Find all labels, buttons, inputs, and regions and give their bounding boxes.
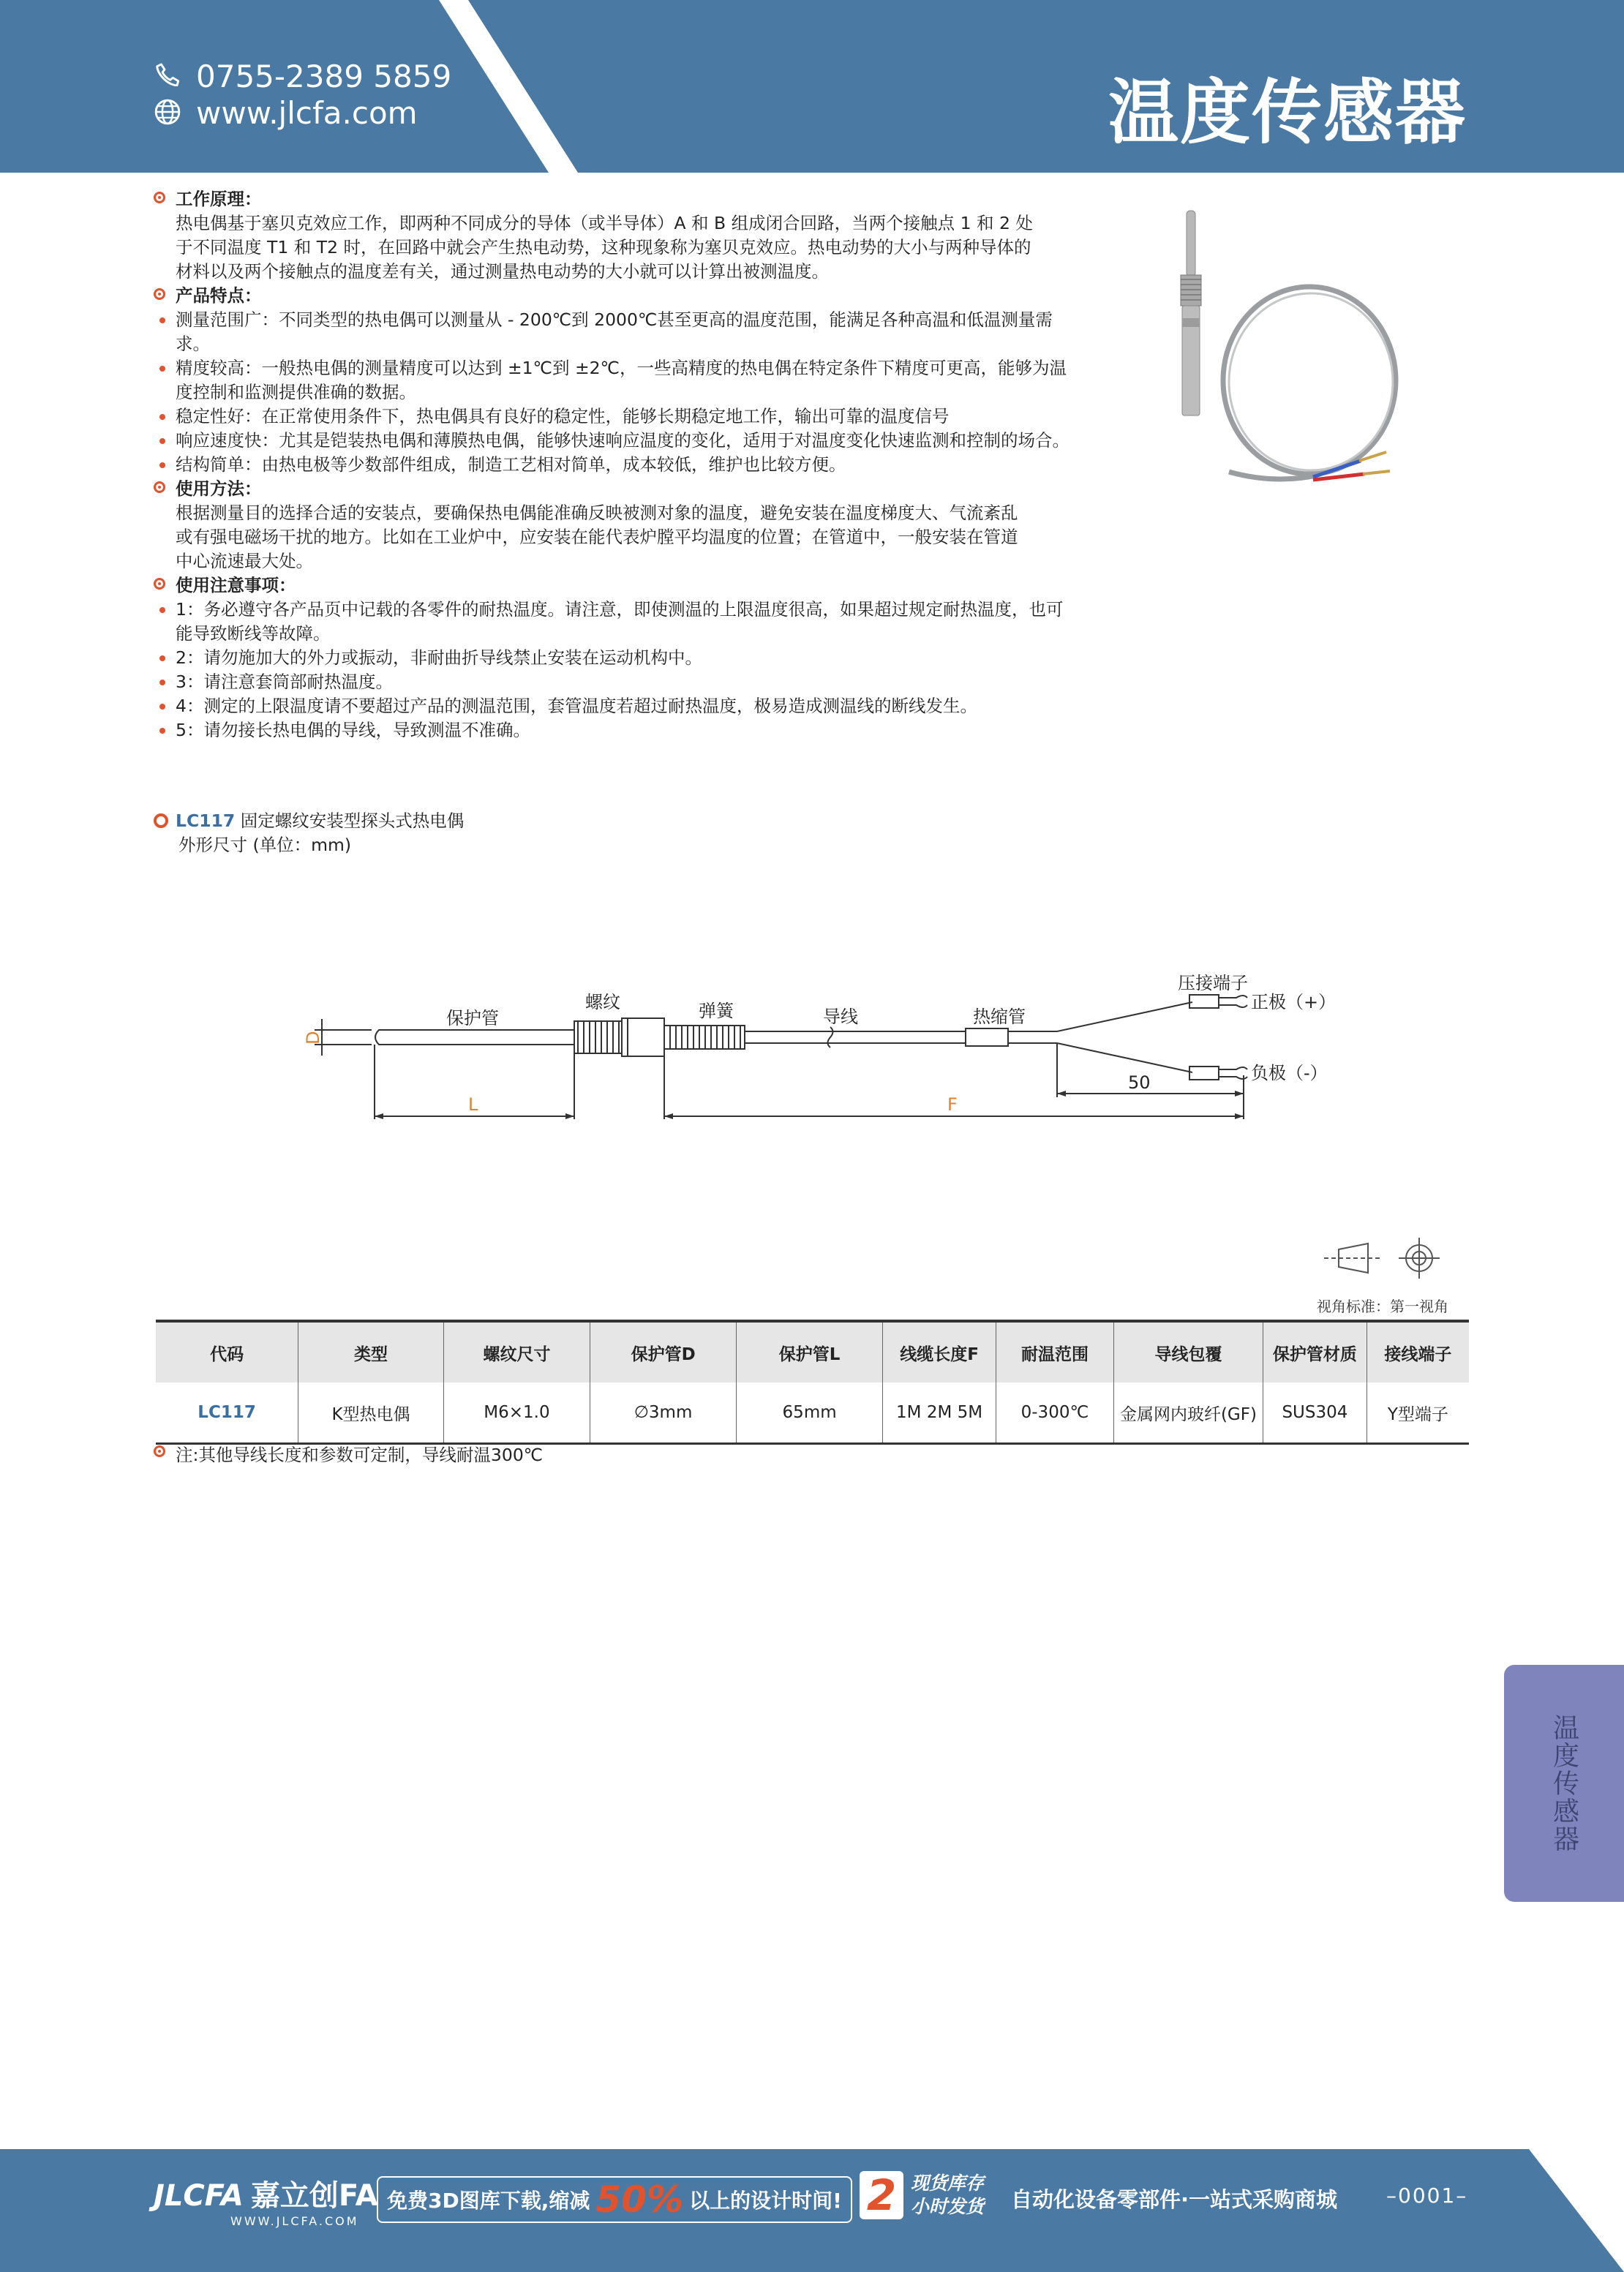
caution-item: 2：请勿施加大的外力或振动，非耐曲折导线禁止安装在运动机构中。 [154,646,1075,670]
cell-code[interactable]: LC117 [156,1383,298,1444]
spec-table [156,1320,1469,1445]
principle-heading: 工作原理： [154,187,1075,211]
promo-banner[interactable] [377,2176,852,2223]
cell-terminal: Y型端子 [1367,1383,1469,1444]
label-dim-l: L [468,1094,478,1115]
col-header: 接线端子 [1367,1321,1469,1383]
col-header: 导线包覆 [1113,1321,1263,1383]
footer-slogan: 自动化设备零部件·一站式采购商城 [1011,2187,1338,2212]
ring-bullet-icon [154,813,168,828]
model-code: LC117 [176,810,236,831]
caution-item: 4：测定的上限温度请不要超过产品的测温范围，套管温度若超过耐热温度，极易造成测温线的断线发生。 [154,694,1075,718]
caution-item: 1：务必遵守各产品页中记载的各零件的耐热温度。请注意，即使测温的上限温度很高，如果超过规定耐热温度，也可能导致断线等故障。 [154,598,1075,646]
label-dim-50: 50 [1128,1072,1151,1093]
label-crimp-terminal: 压接端子 [1178,973,1248,993]
category-side-tab[interactable]: 温度传感器 [1504,1665,1624,1902]
col-header: 线缆长度F [883,1321,996,1383]
page-title: 温度传感器 [1108,72,1467,154]
dimension-subtitle: 外形尺寸 (单位：mm) [178,835,352,855]
first-angle-projection-icon [1317,1236,1448,1280]
table-row [156,1383,1469,1444]
promo-percent: 50% [595,2178,684,2221]
stock-line-2: 小时发货 [911,2196,985,2217]
col-header: 类型 [298,1321,444,1383]
custom-note: 注:其他导线长度和参数可定制，导线耐温300℃ [154,1441,543,1466]
col-header: 耐温范围 [996,1321,1114,1383]
label-wire: 导线 [823,1007,858,1027]
website-line [154,95,418,133]
stock-line-1: 现货库存 [911,2173,985,2194]
promo-suffix: 以上的设计时间! [689,2189,842,2213]
cautions-heading: 使用注意事项： [154,573,1075,598]
col-header: 螺纹尺寸 [443,1321,590,1383]
logo-url: WWW.JLCFA.COM [230,2214,359,2228]
feature-item: 测量范围广：不同类型的热电偶可以测量从 - 200℃到 2000℃甚至更高的温度范围，能满足各种高温和低温测量需求。 [154,308,1075,356]
usage-text: 根据测量目的选择合适的安装点，要确保热电偶能准确反映被测对象的温度，避免安装在温度梯度大、气流紊乱 或有强电磁场干扰的地方。比如在工业炉中，应安装在能代表炉膛平均温度的位置；在管道中，一般安装在管道 中心流速最大处。 [176,503,1018,571]
globe-icon [154,97,186,133]
label-shrink-tube: 热缩管 [973,1007,1026,1027]
label-positive: 正极（+） [1251,992,1337,1012]
cell-wire-cover: 金属网内玻纤(GF) [1113,1383,1263,1444]
label-thread: 螺纹 [585,992,620,1012]
page-header [0,0,1624,173]
stock-badge [860,2171,984,2219]
bullet-target-icon [154,481,165,493]
phone-number: 0755-2389 5859 [196,59,452,94]
description-content [154,187,1075,742]
phone-line [154,59,451,97]
model-name: 固定螺纹安装型探头式热电偶 [240,810,465,831]
view-standard-note: 视角标准：第一视角 [1317,1298,1448,1315]
promo-prefix: 免费3D图库下载,缩减 [387,2189,590,2213]
cell-cable-length: 1M 2M 5M [883,1383,996,1444]
table-header-row [156,1321,1469,1383]
product-model-title [154,809,464,857]
label-dim-d: D [303,1031,323,1045]
website-url[interactable]: www.jlcfa.com [196,95,418,131]
phone-icon [154,61,186,97]
logo-name: 嘉立创FA [250,2179,378,2213]
product-photo [1141,198,1405,505]
label-negative: 负极（-） [1251,1063,1328,1083]
bullet-target-icon [154,288,165,300]
caution-item: 3：请注意套筒部耐热温度。 [154,670,1075,694]
caution-item: 5：请勿接长热电偶的导线，导致测温不准确。 [154,718,1075,742]
logo-mark: JLCFA [154,2179,244,2213]
cell-diameter: ∅3mm [590,1383,737,1444]
col-header: 保护管L [737,1321,883,1383]
col-header: 保护管材质 [1263,1321,1367,1383]
label-spring: 弹簧 [699,1001,734,1021]
label-dim-f: F [947,1094,958,1115]
cell-thread: M6×1.0 [443,1383,590,1444]
footer-corner-cut [1529,2149,1624,2272]
cell-length: 65mm [737,1383,883,1444]
cell-temp-range: 0-300℃ [996,1383,1114,1444]
feature-item: 稳定性好：在正常使用条件下，热电偶具有良好的稳定性，能够长期稳定地工作，输出可靠的温度信号 [154,405,1075,429]
cell-material: SUS304 [1263,1383,1367,1444]
feature-item: 响应速度快：尤其是铠装热电偶和薄膜热电偶，能够快速响应温度的变化，适用于对温度变化快速监测和控制的场合。 [154,429,1075,453]
bullet-target-icon [154,1445,165,1457]
dimension-drawing [293,973,1368,1134]
bullet-target-icon [154,192,165,203]
brand-logo[interactable] [154,2173,378,2228]
feature-item: 精度较高：一般热电偶的测量精度可以达到 ±1℃到 ±2℃，一些高精度的热电偶在特定条件下精度可更高，能够为温度控制和监测提供准确的数据。 [154,356,1075,405]
col-header: 代码 [156,1321,298,1383]
stock-hours: 2 [860,2171,903,2219]
principle-text: 热电偶基于塞贝克效应工作，即两种不同成分的导体（或半导体）A 和 B 组成闭合回路，当两个接触点 1 和 2 处 于不同温度 T1 和 T2 时，在回路中就会产生热电动势，这种现象称为塞贝克效应。热电动势的大小与两种导体的 材料以及两个接触点的温度差有关，通过测量热电动势的大小就可以计算出被测温度。 [176,213,1033,282]
cell-type: K型热电偶 [298,1383,444,1444]
usage-heading: 使用方法： [154,477,1075,501]
features-heading: 产品特点： [154,284,1075,308]
feature-item: 结构简单：由热电极等少数部件组成，制造工艺相对简单，成本较低，维护也比较方便。 [154,453,1075,477]
bullet-target-icon [154,578,165,590]
page-number: –0001– [1386,2183,1468,2208]
label-protect-tube: 保护管 [446,1008,499,1028]
col-header: 保护管D [590,1321,737,1383]
